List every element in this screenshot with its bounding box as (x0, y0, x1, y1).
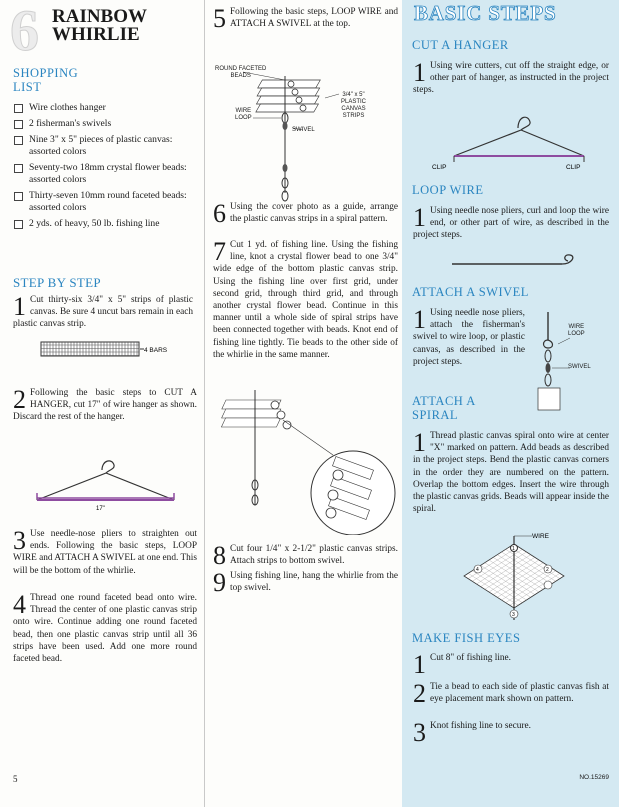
left-column (0, 0, 205, 807)
label-line: ROUND FACETED (215, 66, 267, 72)
canvas-strip-illustration (40, 340, 200, 360)
shopping-item-text: 2 fisherman's swivels (29, 117, 112, 129)
step-text: Thread one round faceted bead onto wire. Thread the center of one plastic canvas strip onto wire. Continue adding one round faceted bead, then one plastic canvas strip until all 36 strips have been used. Add one more round faceted bead. (13, 593, 197, 665)
swivel-fig-swivel-label: SWIVEL (568, 364, 591, 370)
shopping-item-text: Seventy-two 18mm crystal flower beads: assorted colors (29, 161, 187, 186)
step-text: Using needle nose pliers, attach the fisherman's swivel to wire loop, or plastic canvas, as described in the project steps. (413, 308, 525, 367)
step-8 (213, 541, 398, 570)
fig5-round-faceted-label (215, 66, 266, 80)
shopping-item-text: Wire clothes hanger (29, 102, 106, 113)
spiral-corner-3: 3 (512, 612, 515, 618)
attach-spiral-step-1 (413, 430, 609, 515)
loop-wire-step-1 (413, 205, 609, 242)
attach-swivel-heading: ATTACH A SWIVEL (412, 285, 529, 299)
step-6 (213, 199, 398, 228)
step-number: 8 (213, 541, 226, 570)
fig5-strips-label (341, 92, 366, 120)
step-text: Knot fishing line to secure. (430, 721, 531, 731)
page-number: 5 (13, 774, 18, 784)
checkbox-icon (14, 136, 23, 145)
step-5 (213, 4, 398, 33)
shopping-item-text: Thirty-seven 10mm round faceted beads: assorted colors (29, 190, 187, 214)
label-line: LOOP (568, 331, 585, 337)
shopping-title-2: LIST (13, 80, 42, 94)
step-7 (213, 239, 398, 361)
shopping-list-heading (13, 66, 78, 94)
shopping-item (13, 118, 193, 130)
step-text: Cut four 1/4" x 2-1/2" plastic canvas strips. Attach strips to bottom swivel. (230, 544, 398, 567)
step-number: 9 (213, 568, 226, 597)
shopping-item (13, 190, 193, 215)
fig5-wire-loop-label (235, 108, 252, 122)
fish-eyes-step-2 (413, 679, 609, 708)
label-line: LOOP (235, 115, 252, 121)
step-text: Using fishing line, hang the whirlie from the top swivel. (230, 571, 398, 594)
shopping-item-text: 2 yds. of heavy, 50 lb. fishing line (29, 218, 160, 230)
checkbox-icon (14, 120, 23, 129)
step-number: 1 (413, 58, 426, 87)
cut-hanger-step-1 (413, 60, 609, 97)
label-line: 3/4" x 5" (342, 92, 365, 98)
step-1 (13, 294, 193, 331)
step-number: 4 (13, 590, 26, 619)
step-number: 1 (413, 428, 426, 457)
shopping-item (13, 162, 193, 187)
four-bars-label: 4 BARS (144, 347, 168, 354)
loop-wire-illustration (450, 250, 590, 270)
step-text: Cut 1 yd. of fishing line. Using the fishing line, knot a crystal flower bead to one 3/4" wide edge of the bottom plastic canvas strip. Using the fishing line over first grid, under second grid, through third grid, and through another crystal flower bead. Continue in this manner until a whole side of spiral strips have been connected together with beads. Knot end of fishing line tightly. Tie beads to the other side of the whirlie in the same manner. (213, 240, 398, 360)
label-line: WIRE (235, 108, 252, 114)
step-number: 3 (413, 718, 426, 747)
hanger-illustration (34, 455, 184, 515)
clip-label-right: CLIP (566, 164, 581, 171)
middle-column (205, 0, 402, 807)
spiral-corner-2: 2 (546, 567, 549, 573)
step-number: 5 (213, 4, 226, 33)
step-number: 1 (413, 203, 426, 232)
shopping-title-1: SHOPPING (13, 66, 79, 80)
attach-swivel-step-1 (413, 307, 525, 368)
cut-hanger-illustration (426, 110, 596, 175)
step-3 (13, 528, 197, 577)
fig5-swivel-label: SWIVEL (292, 127, 315, 133)
title-line-1: RAINBOW (52, 6, 148, 27)
step-number: 3 (13, 526, 26, 555)
label-line: CANVAS (341, 106, 366, 112)
step-text: Following the basic steps, LOOP WIRE and ATTACH A SWIVEL at the top. (230, 7, 398, 30)
step-text: Thread plastic canvas spiral onto wire at center "X" marked on pattern. Add beads as described in the project steps. Bend the plastic canvas corners in the order they are numbered on the pattern. Overlap the bottom edges. Insert the wire through the plastic canvas grids. Beads will appear inside the spiral. (413, 431, 609, 515)
step-text: Following the basic steps to CUT A HANGER, cut 17" of wire hanger as shown. Discard the rest of the hanger. (13, 388, 197, 423)
beading-illustration (213, 385, 398, 535)
hanger-length-label: 17" (96, 506, 105, 512)
loop-wire-heading: LOOP WIRE (412, 183, 484, 197)
checkbox-icon (14, 164, 23, 173)
step-number: 1 (413, 305, 426, 334)
shopping-item (13, 134, 193, 159)
step-2 (13, 387, 197, 424)
step-text: Tie a bead to each side of plastic canvas fish at eye placement mark shown on pattern. (430, 682, 609, 705)
fish-eyes-step-1 (413, 650, 609, 679)
spiral-corner-1: 1 (512, 546, 515, 552)
step-text: Using wire cutters, cut off the straight edge, or other part of hanger, as instructed in the project steps. (413, 61, 609, 96)
checkbox-icon (14, 220, 23, 229)
label-line: WIRE (568, 324, 585, 330)
project-title (52, 8, 147, 44)
heading-line: SPIRAL (412, 408, 459, 422)
step-number: 7 (213, 237, 226, 266)
label-line: PLASTIC (341, 99, 367, 105)
title-line-2: WHIRLIE (52, 24, 140, 45)
step-text: Using needle nose pliers, curl and loop the wire end, or other part of wire, as described in the project steps. (413, 206, 609, 241)
fish-eyes-step-3 (413, 718, 609, 747)
shopping-item (13, 102, 193, 114)
spiral-wire-label: WIRE (532, 533, 549, 540)
cut-hanger-heading: CUT A HANGER (412, 38, 509, 52)
swivel-fig-wire-loop-label (568, 324, 585, 338)
spiral-pattern-illustration (442, 532, 572, 622)
step-text: Using the cover photo as a guide, arrange the plastic canvas strips in a spiral pattern. (230, 202, 398, 225)
pattern-code: NO.15269 (579, 774, 609, 781)
basic-steps-heading: BASIC STEPS (414, 1, 557, 25)
shopping-item (13, 218, 193, 230)
step-by-step-heading: STEP BY STEP (13, 275, 101, 290)
basic-steps-panel (402, 0, 619, 807)
make-fish-eyes-heading: MAKE FISH EYES (412, 631, 521, 645)
project-number: 6 (10, 0, 39, 63)
step-text: Cut 8" of fishing line. (430, 653, 512, 663)
step-number: 1 (13, 292, 26, 321)
spiral-corner-4: 4 (476, 567, 479, 573)
step-4 (13, 592, 197, 665)
heading-line: ATTACH A (412, 394, 476, 408)
step-number: 6 (213, 199, 226, 228)
step-number: 2 (413, 679, 426, 708)
step-number: 1 (413, 650, 426, 679)
shopping-item-text: Nine 3" x 5" pieces of plastic canvas: assorted colors (29, 133, 173, 157)
step-9 (213, 568, 398, 597)
label-line: STRIPS (342, 113, 365, 119)
attach-spiral-heading (412, 394, 476, 422)
label-line: BEADS (230, 73, 251, 79)
checkbox-icon (14, 192, 23, 201)
step-text: Use needle-nose pliers to straighten out ends. Following the basic steps, LOOP WIRE and ATTACH A SWIVEL at one end. This will be the bottom of the whirlie. (13, 529, 197, 576)
step-number: 2 (13, 385, 26, 414)
clip-label-left: CLIP (432, 164, 447, 171)
shopping-list (13, 102, 193, 234)
step-text: Cut thirty-six 3/4" x 5" strips of plastic canvas. Be sure 4 uncut bars remain in each plastic canvas strip. (13, 295, 193, 330)
checkbox-icon (14, 104, 23, 113)
